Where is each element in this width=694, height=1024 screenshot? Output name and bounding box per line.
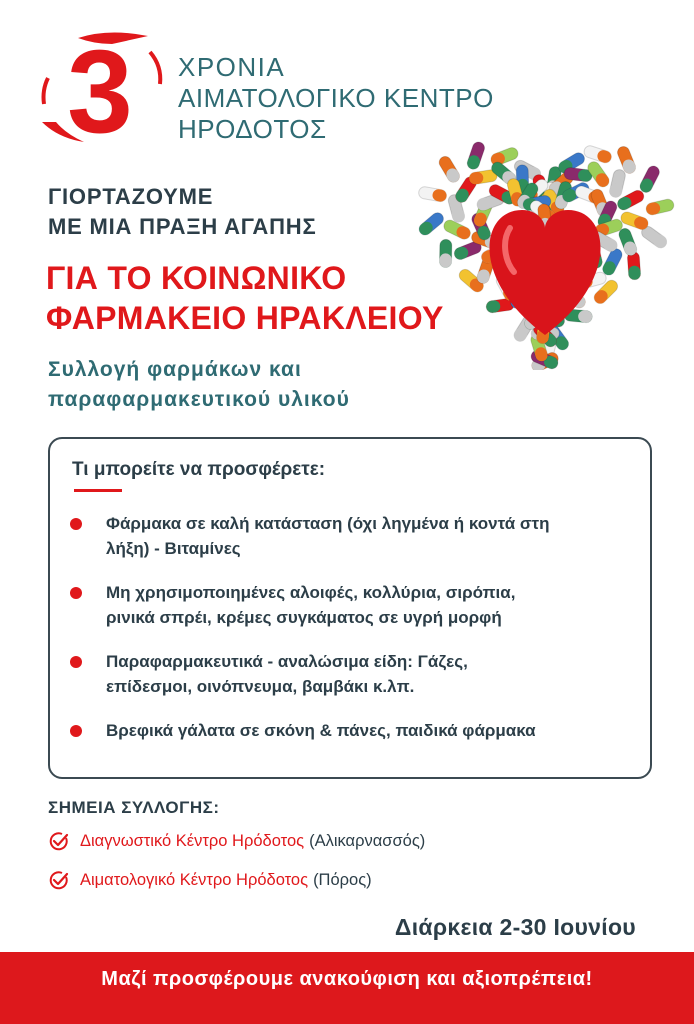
- collection-point-name: Αιματολογικό Κέντρο Ηρόδοτος: [80, 870, 309, 889]
- bullet-dot-icon: [70, 518, 82, 530]
- offer-item: [70, 649, 630, 699]
- celebrate-line-1: ΓΙΟΡΤΑΖΟΥΜΕ: [48, 184, 214, 209]
- offer-item-text: Βρεφικά γάλατα σε σκόνη & πάνες, παιδικά φάρμακα: [106, 721, 536, 740]
- check-circle-icon: [48, 830, 70, 852]
- offer-item-text: επίδεσμοι, οινόπνευμα, βαμβάκι κ.λπ.: [106, 677, 415, 696]
- pill: [638, 164, 661, 194]
- collection-point-area: (Πόρος): [313, 870, 372, 889]
- offer-item: [70, 511, 630, 561]
- bullet-dot-icon: [70, 587, 82, 599]
- logo-numeral: 3: [67, 30, 133, 145]
- target-heading: [46, 258, 444, 338]
- bullet-dot-icon: [70, 725, 82, 737]
- footer-slogan: Μαζί προσφέρουμε ανακούφιση και αξιοπρέπεια!: [101, 967, 593, 990]
- collection-point: [48, 869, 372, 891]
- pill: [583, 144, 613, 164]
- offer-item: [70, 580, 630, 630]
- bullet-dot-icon: [70, 656, 82, 668]
- anniversary-logo: [38, 30, 168, 145]
- pill: [609, 168, 627, 198]
- pill-heart-illustration: [410, 110, 680, 370]
- target-line-2: ΦΑΡΜΑΚΕΙΟ ΗΡΑΚΛΕΙΟΥ: [46, 300, 444, 336]
- subtitle-line-2: παραφαρμακευτικού υλικού: [48, 388, 350, 411]
- pill: [417, 210, 446, 237]
- campaign-duration: Διάρκεια 2-30 Ιουνίου: [394, 914, 636, 940]
- pill: [645, 198, 675, 216]
- pill: [437, 154, 462, 184]
- pill: [418, 186, 448, 203]
- offer-item-text: Φάρμακα σε καλή κατάσταση (όχι ληγμένα ή κοντά στη: [106, 514, 550, 533]
- offer-item-text: ρινικά σπρέι, κρέμες συγκάματος σε υγρή μορφή: [106, 608, 502, 627]
- logo-arc-left: [44, 78, 49, 104]
- target-line-1: ΓΙΑ ΤΟ ΚΟΙΝΩΝΙΚΟ: [46, 260, 347, 296]
- brand-center-name: ΑΙΜΑΤΟΛΟΓΙΚΟ ΚΕΝΤΡΟ: [178, 83, 494, 113]
- logo-arc-right: [150, 52, 160, 84]
- subtitle-line-1: Συλλογή φαρμάκων και: [48, 358, 302, 381]
- brand-years-label: ΧΡΟΝΙΑ: [178, 52, 286, 82]
- pill: [466, 140, 486, 170]
- offer-item-text: Μη χρησιμοποιημένες αλοιφές, κολλύρια, σιρόπια,: [106, 583, 516, 602]
- celebrate-line-2: ΜΕ ΜΙΑ ΠΡΑΞΗ ΑΓΑΠΗΣ: [48, 214, 317, 239]
- offer-card: [48, 437, 652, 779]
- footer-banner: [0, 952, 694, 1024]
- pill: [619, 210, 649, 231]
- offer-title-underline: [74, 489, 122, 492]
- offer-item-text: λήξη) - Βιταμίνες: [106, 539, 241, 558]
- offer-item: [70, 718, 630, 743]
- collection-point-area: (Αλικαρνασσός): [309, 831, 426, 850]
- brand-herodotos: ΗΡΟΔΟΤΟΣ: [178, 114, 327, 144]
- collection-point-name: Διαγνωστικό Κέντρο Ηρόδοτος: [80, 831, 305, 850]
- offer-list: [70, 511, 630, 762]
- collection-point: [48, 830, 425, 852]
- celebrate-heading: [48, 182, 317, 242]
- check-circle-icon: [48, 869, 70, 891]
- subtitle: [48, 355, 350, 415]
- offer-title: Τι μπορείτε να προσφέρετε:: [72, 459, 326, 480]
- offer-item-text: Παραφαρμακευτικά - αναλώσιμα είδη: Γάζες,: [106, 652, 468, 671]
- collection-points-title: ΣΗΜΕΙΑ ΣΥΛΛΟΓΗΣ:: [48, 798, 220, 817]
